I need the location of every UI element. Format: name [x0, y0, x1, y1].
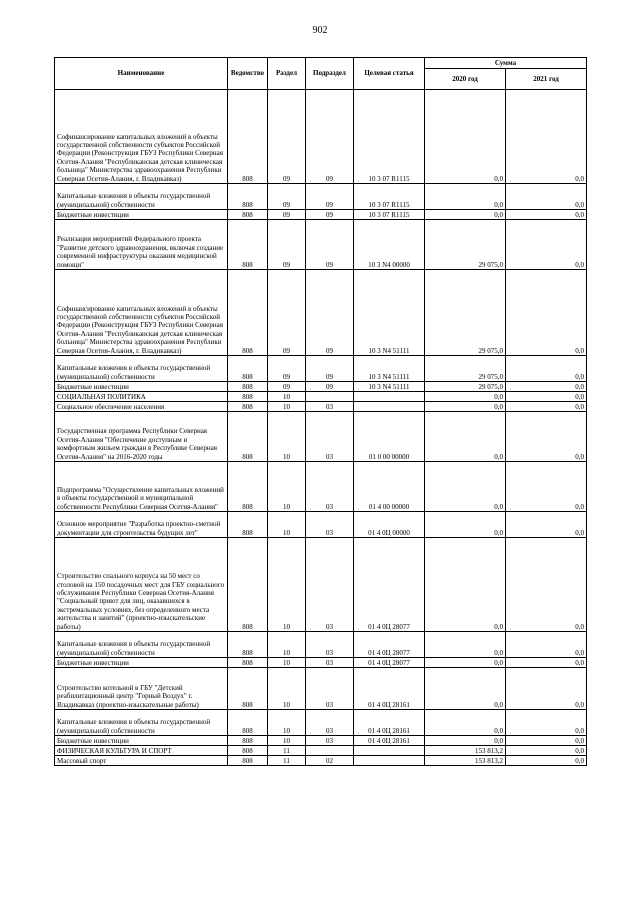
row-section: 09 [268, 210, 306, 220]
row-sum-2020: 153 813,2 [425, 746, 506, 756]
row-name: Капитальные вложения в объекты государственной (муниципальной) собственности [55, 632, 228, 658]
row-target-article: 01 4 0Ц 28161 [354, 736, 425, 746]
row-target-article: 01 4 00 00000 [354, 462, 425, 512]
row-department: 808 [228, 512, 268, 538]
table-row [55, 710, 587, 736]
table-body [55, 90, 587, 766]
row-sum-2021: 0,0 [506, 736, 587, 746]
row-subsection: 09 [306, 184, 354, 210]
header-subsection: Подраздел [306, 58, 354, 90]
row-sum-2020: 29 075,0 [425, 270, 506, 356]
row-name: Государственная программа Республики Северная Осетия-Алания "Обеспечение доступным и комфортным жильем граждан в Республике Северная Осетия-Алания" на 2016-2020 годы [55, 412, 228, 462]
header-name: Наименование [55, 58, 228, 90]
table-row [55, 512, 587, 538]
row-sum-2021: 0,0 [506, 90, 587, 184]
row-subsection [306, 746, 354, 756]
row-target-article: 01 4 0Ц 28161 [354, 668, 425, 710]
row-subsection: 03 [306, 632, 354, 658]
header-section: Раздел [268, 58, 306, 90]
row-section: 10 [268, 736, 306, 746]
row-sum-2020: 0,0 [425, 668, 506, 710]
row-department: 808 [228, 462, 268, 512]
row-department: 808 [228, 668, 268, 710]
row-sum-2020: 0,0 [425, 412, 506, 462]
row-department: 808 [228, 90, 268, 184]
row-subsection: 09 [306, 270, 354, 356]
row-sum-2020: 29 075,0 [425, 356, 506, 382]
row-name: Массовый спорт [55, 756, 228, 766]
row-sum-2020: 0,0 [425, 184, 506, 210]
row-name: Софинансирование капитальных вложений в объекты государственной собственности субъектов Российской Федерации (Реконструкция ГБУЗ Республики Северная Осетия-Алания "Республиканская детская клиническая больница" Министерства здравоохранения Республики Северная Осетия-Алания, г. Владикавказ) [55, 90, 228, 184]
row-subsection: 02 [306, 756, 354, 766]
row-sum-2020: 0,0 [425, 736, 506, 746]
row-section: 10 [268, 392, 306, 402]
row-sum-2020: 0,0 [425, 462, 506, 512]
header-year-2020: 2020 год [425, 69, 506, 90]
row-sum-2021: 0,0 [506, 746, 587, 756]
row-department: 808 [228, 210, 268, 220]
row-sum-2020: 0,0 [425, 392, 506, 402]
row-department: 808 [228, 220, 268, 270]
row-sum-2021: 0,0 [506, 220, 587, 270]
row-target-article [354, 746, 425, 756]
row-section: 10 [268, 658, 306, 668]
row-name: Подпрограмма "Осуществление капитальных вложений в объекты государственной и муниципальной собственности Республики Северная Осетия-Алания" [55, 462, 228, 512]
row-sum-2021: 0,0 [506, 632, 587, 658]
row-sum-2021: 0,0 [506, 668, 587, 710]
table-row [55, 736, 587, 746]
table-row [55, 412, 587, 462]
row-target-article [354, 392, 425, 402]
row-subsection: 09 [306, 90, 354, 184]
row-sum-2020: 0,0 [425, 90, 506, 184]
row-subsection: 09 [306, 356, 354, 382]
row-sum-2021: 0,0 [506, 710, 587, 736]
row-sum-2021: 0,0 [506, 402, 587, 412]
row-subsection: 03 [306, 658, 354, 668]
row-section: 09 [268, 270, 306, 356]
row-name: Капитальные вложения в объекты государственной (муниципальной) собственности [55, 710, 228, 736]
row-sum-2020: 0,0 [425, 512, 506, 538]
row-target-article: 10 3 N4 51111 [354, 356, 425, 382]
row-department: 808 [228, 538, 268, 632]
row-section: 10 [268, 538, 306, 632]
row-department: 808 [228, 746, 268, 756]
row-section: 09 [268, 220, 306, 270]
row-section: 09 [268, 184, 306, 210]
row-sum-2020: 0,0 [425, 210, 506, 220]
row-section: 11 [268, 756, 306, 766]
row-sum-2021: 0,0 [506, 392, 587, 402]
table-row [55, 382, 587, 392]
row-sum-2020: 0,0 [425, 632, 506, 658]
row-subsection: 03 [306, 462, 354, 512]
row-section: 10 [268, 402, 306, 412]
page-number: 902 [312, 25, 328, 36]
table-row [55, 668, 587, 710]
row-name: Строительство котельной в ГБУ "Детский реабилитационный центр "Горный Воздух" г. Владикавказ (проектно-изыскательные работы) [55, 668, 228, 710]
row-name: Бюджетные инвестиции [55, 658, 228, 668]
header-department: Ведомство [228, 58, 268, 90]
row-subsection: 03 [306, 402, 354, 412]
row-target-article: 01 0 00 00000 [354, 412, 425, 462]
row-section: 10 [268, 412, 306, 462]
row-department: 808 [228, 756, 268, 766]
row-name: ФИЗИЧЕСКАЯ КУЛЬТУРА И СПОРТ [55, 746, 228, 756]
row-sum-2021: 0,0 [506, 462, 587, 512]
table-row [55, 632, 587, 658]
row-department: 808 [228, 412, 268, 462]
row-sum-2021: 0,0 [506, 538, 587, 632]
row-subsection: 03 [306, 668, 354, 710]
row-target-article: 01 4 0Ц 28077 [354, 632, 425, 658]
table-row [55, 210, 587, 220]
row-target-article: 10 3 N4 51111 [354, 382, 425, 392]
row-section: 10 [268, 632, 306, 658]
row-department: 808 [228, 356, 268, 382]
row-subsection: 09 [306, 220, 354, 270]
table-row [55, 402, 587, 412]
table-row [55, 658, 587, 668]
table-row [55, 184, 587, 210]
row-name: Бюджетные инвестиции [55, 210, 228, 220]
table-row [55, 756, 587, 766]
row-sum-2020: 29 075,0 [425, 382, 506, 392]
row-target-article: 01 4 0Ц 28161 [354, 710, 425, 736]
table-row [55, 462, 587, 512]
row-subsection: 03 [306, 538, 354, 632]
row-name: Строительство спального корпуса на 50 мест со столовой на 150 посадочных мест для ГБУ социального обслуживания Республики Северная Осетия-Алания "Социальный приют для лиц, оказавшихся в экстремальных условиях, без определенного места жительства и занятий" (проектно-изыскательские работы) [55, 538, 228, 632]
row-department: 808 [228, 402, 268, 412]
row-name: СОЦИАЛЬНАЯ ПОЛИТИКА [55, 392, 228, 402]
row-department: 808 [228, 270, 268, 356]
row-target-article: 01 4 0Ц 28077 [354, 658, 425, 668]
row-department: 808 [228, 392, 268, 402]
row-department: 808 [228, 736, 268, 746]
row-target-article: 10 3 07 R1115 [354, 210, 425, 220]
row-name: Бюджетные инвестиции [55, 382, 228, 392]
row-section: 10 [268, 710, 306, 736]
row-target-article: 01 4 0Ц 00000 [354, 512, 425, 538]
row-sum-2020: 0,0 [425, 658, 506, 668]
row-subsection: 03 [306, 710, 354, 736]
row-subsection: 03 [306, 412, 354, 462]
row-sum-2020: 0,0 [425, 710, 506, 736]
header-year-2021: 2021 год [506, 69, 587, 90]
row-target-article: 10 3 N4 51111 [354, 270, 425, 356]
row-name: Социальное обеспечение населения [55, 402, 228, 412]
row-section: 10 [268, 668, 306, 710]
table-row [55, 746, 587, 756]
row-department: 808 [228, 658, 268, 668]
row-department: 808 [228, 382, 268, 392]
row-subsection: 09 [306, 382, 354, 392]
row-section: 10 [268, 512, 306, 538]
row-sum-2021: 0,0 [506, 270, 587, 356]
row-target-article [354, 402, 425, 412]
row-sum-2021: 0,0 [506, 412, 587, 462]
row-target-article: 10 3 N4 00000 [354, 220, 425, 270]
row-name: Капитальные вложения в объекты государственной (муниципальной) собственности [55, 184, 228, 210]
header-target-article: Целевая статья [354, 58, 425, 90]
table-row [55, 90, 587, 184]
header-sum: Сумма [425, 58, 587, 69]
table-row [55, 538, 587, 632]
row-name: Бюджетные инвестиции [55, 736, 228, 746]
row-section: 09 [268, 382, 306, 392]
row-name: Софинансирование капитальных вложений в объекты государственной собственности субъектов Российской Федерации (Реконструкция ГБУЗ Республики Северная Осетия-Алания "Республиканская детская клиническая больница" Министерства здравоохранения Республики Северная Осетия-Алания, г. Владикавказ) [55, 270, 228, 356]
row-sum-2021: 0,0 [506, 210, 587, 220]
row-section: 11 [268, 746, 306, 756]
row-department: 808 [228, 632, 268, 658]
row-sum-2021: 0,0 [506, 756, 587, 766]
row-sum-2020: 153 813,2 [425, 756, 506, 766]
row-section: 09 [268, 90, 306, 184]
row-sum-2021: 0,0 [506, 184, 587, 210]
row-sum-2021: 0,0 [506, 512, 587, 538]
row-name: Реализация мероприятий Федерального проекта "Развитие детского здравоохранения, включая создание современной инфраструктуры оказания медицинской помощи" [55, 220, 228, 270]
row-name: Основное мероприятие "Разработка проектно-сметной документации для строительства будущих лет" [55, 512, 228, 538]
row-section: 10 [268, 462, 306, 512]
row-subsection: 03 [306, 512, 354, 538]
table-row [55, 392, 587, 402]
row-section: 09 [268, 356, 306, 382]
row-target-article: 10 3 07 R1115 [354, 90, 425, 184]
row-target-article [354, 756, 425, 766]
row-sum-2021: 0,0 [506, 382, 587, 392]
row-subsection [306, 392, 354, 402]
row-target-article: 10 3 07 R1115 [354, 184, 425, 210]
table-row [55, 220, 587, 270]
row-department: 808 [228, 710, 268, 736]
row-sum-2021: 0,0 [506, 658, 587, 668]
row-name: Капитальные вложения в объекты государственной (муниципальной) собственности [55, 356, 228, 382]
table-row [55, 356, 587, 382]
row-sum-2020: 0,0 [425, 538, 506, 632]
row-target-article: 01 4 0Ц 28077 [354, 538, 425, 632]
row-sum-2020: 0,0 [425, 402, 506, 412]
table-row [55, 270, 587, 356]
row-sum-2021: 0,0 [506, 356, 587, 382]
budget-table [54, 57, 587, 766]
row-subsection: 03 [306, 736, 354, 746]
row-sum-2020: 29 075,0 [425, 220, 506, 270]
row-department: 808 [228, 184, 268, 210]
row-subsection: 09 [306, 210, 354, 220]
